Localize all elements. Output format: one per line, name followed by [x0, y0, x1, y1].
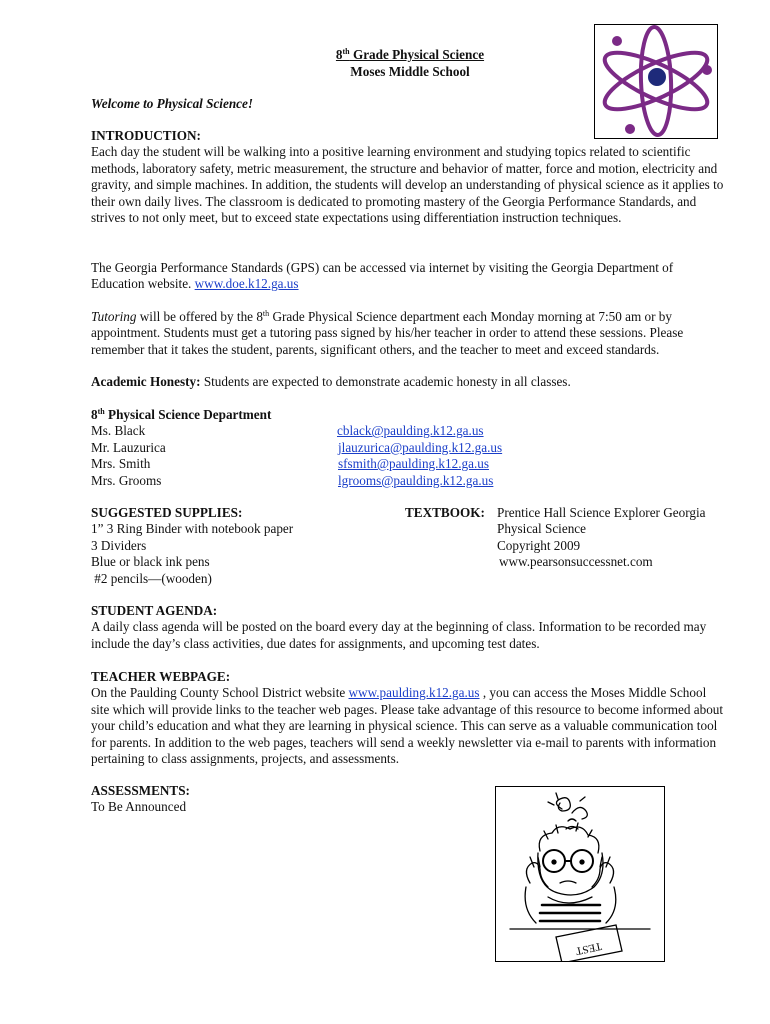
tutoring-paragraph: Tutoring will be offered by the 8th Grade Physical Science department each Monday morning at 7:50 am or by appointment. Students must get a tutoring pass signed by his/her teacher in order to attend these sessions. Please remember that it takes the student, parents, significant others, and the teacher to meet and exceed standards.: [91, 309, 684, 357]
agenda-body: A daily class agenda will be posted on the board every day at the beginning of class. Information to be recorded may include the day’s class activities, due dates for assignments, and upcoming test dates.: [91, 619, 707, 651]
electron: [612, 36, 622, 46]
course-title: 8th Grade Physical Science: [335, 47, 485, 62]
supplies-heading: SUGGESTED SUPPLIES:: [91, 505, 243, 520]
doe-link[interactable]: www.doe.k12.ga.us: [194, 276, 299, 292]
honesty-text: Students are expected to demonstrate academic honesty in all classes.: [200, 374, 571, 389]
assessments-section: [91, 783, 471, 816]
worried-student-cartoon: [495, 786, 665, 962]
agenda-section: [91, 603, 726, 652]
textbook-line: Copyright 2009: [497, 537, 581, 553]
gps-paragraph: [91, 260, 726, 293]
staff-name: Mrs. Grooms: [91, 472, 162, 488]
staff-email-link[interactable]: jlauzurica@paulding.k12.ga.us: [338, 439, 503, 455]
gps-text: The Georgia Performance Standards (GPS) can be accessed via internet by visiting the Georgia Department of Education website.: [91, 260, 674, 292]
textbook-line: www.pearsonsuccessnet.com: [499, 554, 653, 570]
supply-item: 3 Dividers: [91, 537, 147, 553]
introduction-body: Each day the student will be walking into a positive learning environment and studying topics related to scientific methods, laboratory safety, metric measurement, the structure and behavior of matter, force and motion, electricity and gravity, and simple machines. In addition, the students will develop an understanding of physical science as it applies to their own daily lives. The classroom is dedicated to promoting mastery of the Georgia Performance Standards, and strives to not only meet, but to exceed state expectations using differentiation instruction techniques.: [91, 144, 724, 226]
staff-name: Mrs. Smith: [91, 456, 151, 471]
school-name: Moses Middle School: [350, 64, 470, 79]
textbook-label: TEXTBOOK:: [405, 505, 485, 520]
welcome-line: Welcome to Physical Science!: [91, 96, 253, 111]
atom-logo: [594, 24, 718, 139]
webpage-section: [91, 669, 726, 767]
district-website-link[interactable]: www.paulding.k12.ga.us: [348, 685, 480, 701]
assessments-heading: ASSESSMENTS:: [91, 783, 190, 798]
electron: [702, 65, 712, 75]
webpage-body: On the Paulding County School District website www.paulding.k12.ga.us , you can access the Moses Middle School site which will provide links to the teacher web pages. Please take advantage of this resource to become informed about your child’s education and what they are learning in physical science. This can serve as a valuable communication tool for parents. In addition to the web pages, teachers will send a weekly newsletter via e-mail to parents with information pertaining to class assignments, projects, and assessments.: [91, 685, 724, 767]
atom-icon: [595, 25, 717, 138]
supply-item: #2 pencils—(wooden): [91, 570, 212, 586]
assessments-body: To Be Announced: [91, 799, 187, 815]
academic-honesty: [91, 374, 726, 390]
staff-name: Ms. Black: [91, 423, 146, 438]
supply-item: 1” 3 Ring Binder with notebook paper: [91, 521, 294, 537]
introduction-section: [91, 128, 726, 226]
webpage-heading: TEACHER WEBPAGE:: [91, 669, 231, 684]
introduction-heading: INTRODUCTION:: [91, 128, 201, 143]
staff-email-link[interactable]: cblack@paulding.k12.ga.us: [337, 423, 484, 438]
staff-name: Mr. Lauzurica: [91, 439, 166, 455]
worried-student-icon: [496, 787, 664, 961]
textbook-line: Physical Science: [497, 521, 586, 537]
test-paper-label: TEST: [574, 939, 603, 957]
textbook-line: Prentice Hall Science Explorer Georgia: [497, 505, 706, 520]
agenda-heading: STUDENT AGENDA:: [91, 603, 218, 618]
department-heading: 8th Physical Science Department: [91, 407, 272, 422]
supply-item: Blue or black ink pens: [91, 554, 210, 570]
department-section: [91, 407, 726, 489]
honesty-label: Academic Honesty:: [91, 374, 201, 389]
tutoring-word: Tutoring: [91, 309, 137, 324]
textbook-details: [497, 505, 747, 571]
staff-email-link[interactable]: lgrooms@paulding.k12.ga.us: [338, 472, 494, 488]
supplies-section: [91, 505, 411, 587]
staff-email-link[interactable]: sfsmith@paulding.k12.ga.us: [338, 456, 489, 471]
